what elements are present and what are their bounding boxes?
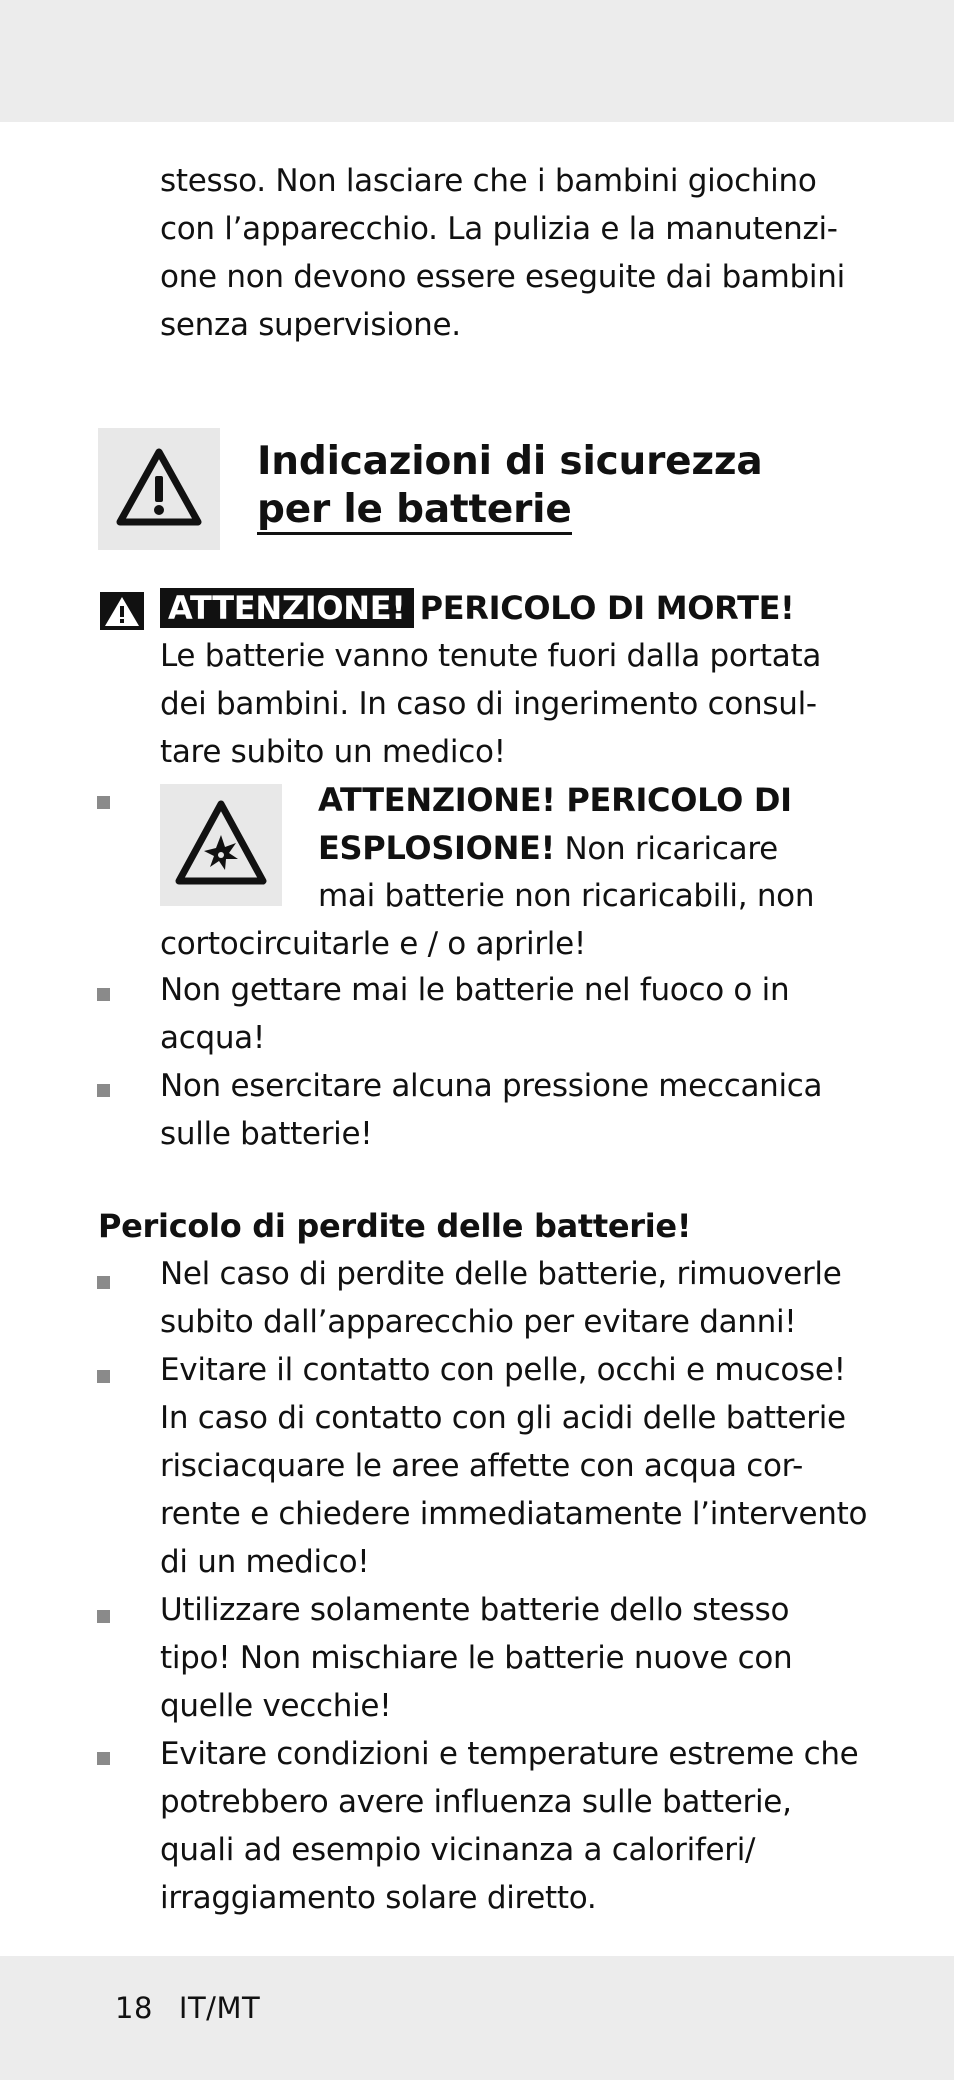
attention-badge: ATTENZIONE!: [160, 588, 414, 628]
section-heading-line1: Indicazioni di sicurezza: [257, 439, 763, 484]
death-warning-line: Le batterie vanno tenute fuori dalla portata: [160, 638, 822, 674]
leak-heading: Pericolo di perdite delle batterie!: [98, 1207, 692, 1245]
list-item: subito dall’apparecchio per evitare danni!: [160, 1304, 797, 1340]
list-item: potrebbero avere influenza sulle batterie,: [160, 1784, 792, 1820]
list-item: quali ad esempio vicinanza a caloriferi/: [160, 1832, 756, 1868]
section-heading: [257, 438, 763, 535]
intro-line: senza supervisione.: [160, 307, 461, 343]
death-warning-line: tare subito un medico!: [160, 734, 506, 770]
list-item: Evitare il contatto con pelle, occhi e mucose!: [160, 1352, 846, 1388]
section-heading-line2: per le batterie: [257, 488, 572, 535]
list-item: sulle batterie!: [160, 1116, 373, 1152]
explosion-warning-line4: cortocircuitarle e / o aprirle!: [160, 926, 586, 962]
list-item: Evitare condizioni e temperature estreme che: [160, 1736, 859, 1772]
list-item: Non gettare mai le batterie nel fuoco o in: [160, 972, 790, 1008]
list-item: acqua!: [160, 1020, 265, 1056]
locale-label: IT/MT: [178, 1991, 261, 2025]
list-item: di un medico!: [160, 1544, 370, 1580]
intro-paragraph: [160, 157, 845, 349]
bullet-square-icon: [97, 1084, 110, 1097]
list-item: rente e chiedere immediatamente l’intervento: [160, 1496, 868, 1532]
warning-triangle-icon: [114, 446, 204, 532]
death-warning-label: PERICOLO DI MORTE!: [419, 589, 795, 627]
list-item: In caso di contatto con gli acidi delle batterie: [160, 1400, 846, 1436]
list-item: Non esercitare alcuna pressione meccanica: [160, 1068, 823, 1104]
list-item: Utilizzare solamente batterie dello stesso: [160, 1592, 790, 1628]
death-warning-line: dei bambini. In caso di ingerimento consul-: [160, 686, 817, 722]
explosion-icon: [174, 799, 268, 889]
explosion-text: Non ricaricare: [554, 831, 778, 867]
intro-line: con l’apparecchio. La pulizia e la manutenzi-: [160, 211, 838, 247]
bullet-square-icon: [97, 988, 110, 1001]
intro-line: stesso. Non lasciare che i bambini giochino: [160, 163, 817, 199]
page-number: 18: [115, 1991, 153, 2025]
list-item: quelle vecchie!: [160, 1688, 392, 1724]
top-margin-band: [0, 0, 954, 122]
warning-triangle-icon: [100, 592, 144, 630]
page-footer: [115, 1988, 286, 2028]
explosion-label: ESPLOSIONE!: [318, 829, 555, 867]
list-item: Nel caso di perdite delle batterie, rimuoverle: [160, 1256, 842, 1292]
list-item: irraggiamento solare diretto.: [160, 1880, 597, 1916]
bullet-square-icon: [97, 1370, 110, 1383]
bullet-square-icon: [97, 1752, 110, 1765]
explosion-icon-box: [160, 784, 282, 906]
intro-line: one non devono essere eseguite dai bambini: [160, 259, 845, 295]
explosion-warning-title: ATTENZIONE! PERICOLO DI: [318, 781, 792, 819]
bullet-square-icon: [97, 1276, 110, 1289]
warning-icon-box: [98, 428, 220, 550]
explosion-warning-line2: [318, 824, 778, 873]
bullet-square-icon: [97, 1610, 110, 1623]
list-item: risciacquare le aree affette con acqua cor-: [160, 1448, 804, 1484]
death-warning-title: [160, 584, 794, 632]
list-item: tipo! Non mischiare le batterie nuove con: [160, 1640, 793, 1676]
bullet-square-icon: [97, 796, 110, 809]
explosion-warning-line3: mai batterie non ricaricabili, non: [318, 878, 815, 914]
